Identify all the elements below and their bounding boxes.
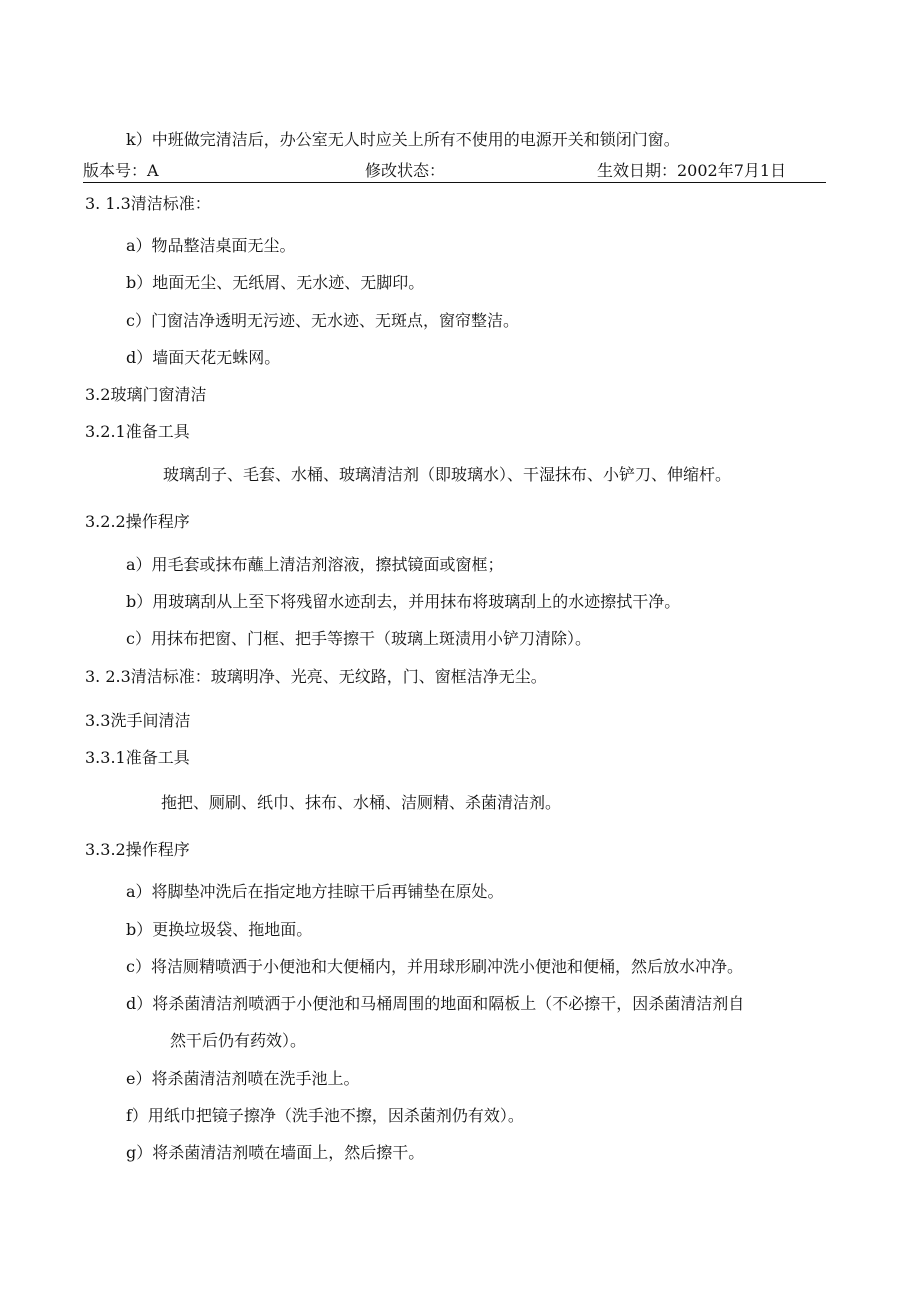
section-3-1-3-heading: 3. 1.3清洁标准： [85,194,211,213]
tools-list-restroom: 拖把、厕刷、纸巾、抹布、水桶、洁厕精、杀菌清洁剂。 [161,793,562,812]
list-item: a）用毛套或抹布蘸上清洁剂溶液，擦拭镜面或窗框； [126,555,504,574]
effective-date-label: 生效日期：2002年7月1日 [597,161,787,180]
list-item: a）物品整洁桌面无尘。 [126,236,296,255]
version-label: 版本号：A [83,161,159,180]
list-item: c）门窗洁净透明无污迹、无水迹、无斑点，窗帘整洁。 [126,311,519,330]
list-item-continuation: 然干后仍有药效）。 [170,1031,307,1050]
section-3-2-3-heading: 3. 2.3清洁标准：玻璃明净、光亮、无纹路，门、窗框洁净无尘。 [85,667,547,686]
list-item: b）更换垃圾袋、拖地面。 [126,920,313,939]
section-3-3-heading: 3.3洗手间清洁 [85,711,191,730]
list-item: b）用玻璃刮从上至下将残留水迹刮去，并用抹布将玻璃刮上的水迹擦拭干净。 [126,592,681,611]
list-item: d）墙面天花无蛛网。 [126,348,281,367]
list-item: e）将杀菌清洁剂喷在洗手池上。 [126,1069,360,1088]
list-item: c）用抹布把窗、门框、把手等擦干（玻璃上斑渍用小铲刀清除）。 [126,629,591,648]
list-item: a）将脚垫冲洗后在指定地方挂晾干后再铺垫在原处。 [126,882,504,901]
list-item: f）用纸巾把镜子擦净（洗手池不擦，因杀菌剂仍有效）。 [126,1106,524,1125]
section-3-2-heading: 3.2玻璃门窗清洁 [85,385,207,404]
list-item: d）将杀菌清洁剂喷洒于小便池和马桶周围的地面和隔板上（不必擦干，因杀菌清洁剂自 [126,994,745,1013]
section-3-3-1-heading: 3.3.1准备工具 [85,748,190,767]
list-item: c）将洁厕精喷洒于小便池和大便桶内，并用球形刷冲洗小便池和便桶，然后放水冲净。 [126,957,743,976]
section-3-2-1-heading: 3.2.1准备工具 [85,422,190,441]
section-3-2-2-heading: 3.2.2操作程序 [85,512,190,531]
section-3-3-2-heading: 3.3.2操作程序 [85,840,190,859]
revision-status-label: 修改状态： [365,161,446,180]
tools-list-glass: 玻璃刮子、毛套、水桶、玻璃清洁剂（即玻璃水）、干湿抹布、小铲刀、伸缩杆。 [163,465,732,484]
document-header-bar [83,160,826,183]
list-item: g）将杀菌清洁剂喷在墙面上，然后擦干。 [126,1143,425,1162]
item-k-text: k）中班做完清洁后，办公室无人时应关上所有不使用的电源开关和锁闭门窗。 [126,130,680,149]
list-item: b）地面无尘、无纸屑、无水迹、无脚印。 [126,273,425,292]
